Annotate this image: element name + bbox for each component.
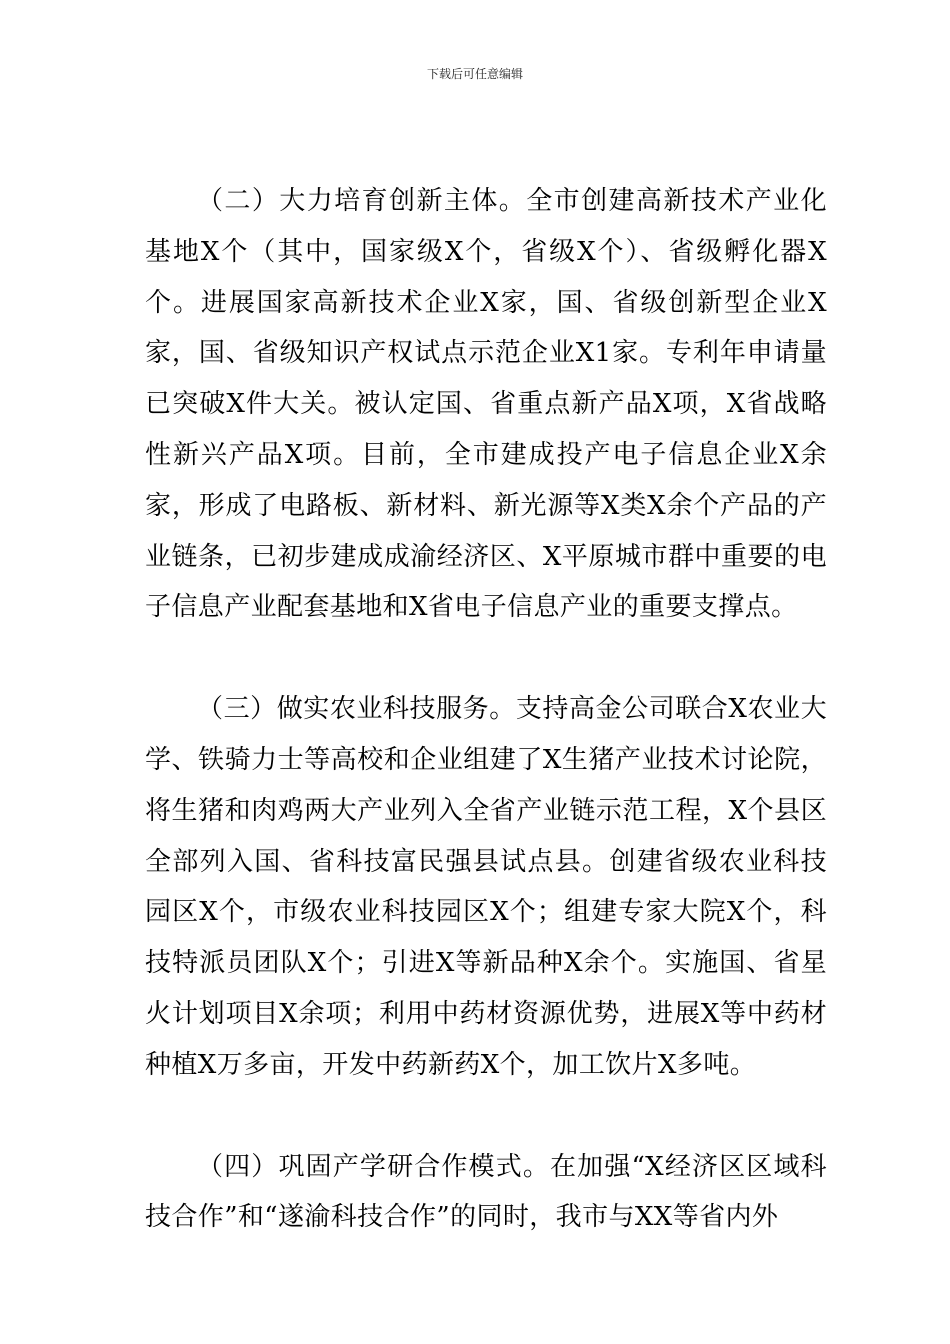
paragraph-industry-academia-cooperation: （四）巩固产学研合作模式。在加强“X经济区区域科技合作”和“遂渝科技合作”的同时，我市与XX等省内外 (145, 1151, 827, 1233)
page-header: 下载后可任意编辑 (426, 67, 523, 81)
paragraph-innovation-entities: （二）大力培育创新主体。全市创建高新技术产业化基地X个（其中，国家级X个，省级X个）、省级孵化器X个。进展国家高新技术企业X家，国、省级创新型企业X家，国、省级知识产权试点示范企业X1家。专利年申请量已突破X件大关。被认定国、省重点新产品X项，X省战略性新兴产品X项。目前，全市建成投产电子信息企业X余家，形成了电路板、新材料、新光源等X类X余个产品的产业链条，已初步建成成渝经济区、X平原城市群中重要的电子信息产业配套基地和X省电子信息产业的重要支撑点。 (145, 186, 827, 623)
paragraph-agricultural-tech-services: （三）做实农业科技服务。支持高金公司联合X农业大学、铁骑力士等高校和企业组建了X生猪产业技术讨论院，将生猪和肉鸡两大产业列入全省产业链示范工程，X个县区全部列入国、省科技富民强县试点县。创建省级农业科技园区X个，市级农业科技园区X个；组建专家大院X个，科技特派员团队X个；引进X等新品种X余个。实施国、省星火计划项目X余项；利用中药材资源优势，进展X等中药材种植X万多亩，开发中药新药X个，加工饮片X多吨。 (145, 694, 827, 1080)
document-body (145, 176, 827, 1294)
